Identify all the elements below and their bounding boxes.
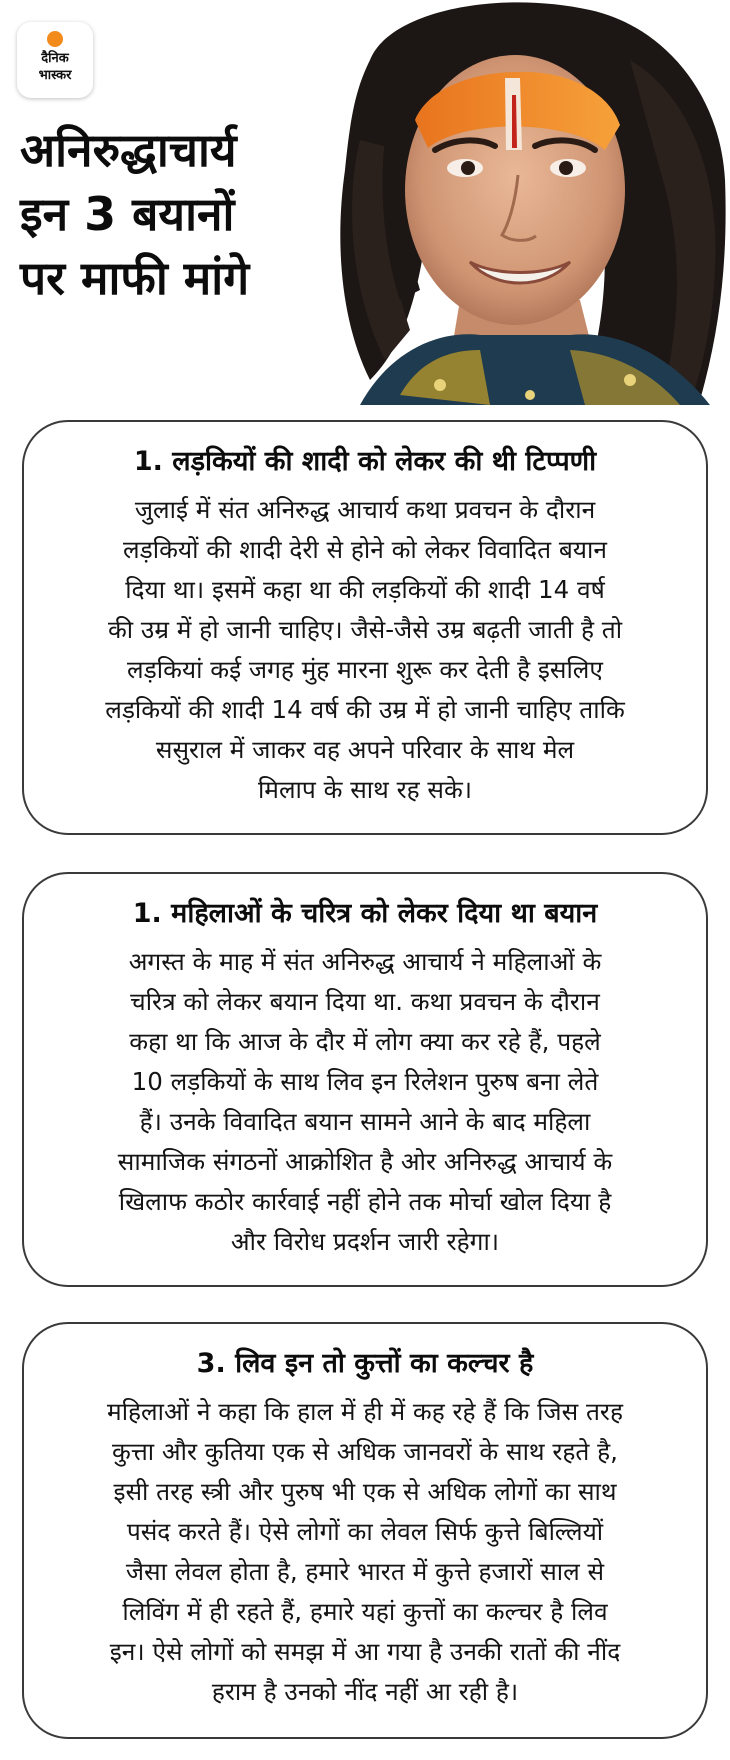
card-text-line: की उम्र में हो जानी चाहिए। जैसे-जैसे उम्र बढ़ती जाती है तो: [107, 615, 623, 644]
statement-card-3: [22, 1322, 708, 1739]
card-text-line: महिलाओं ने कहा कि हाल में ही में कह रहे हैं कि जिस तरह: [107, 1397, 623, 1426]
card-text-line: लड़कियों की शादी देरी से होने को लेकर विवादित बयान: [123, 535, 607, 564]
card-text-line: ससुराल में जाकर वह अपने परिवार के साथ मेल: [155, 735, 575, 764]
headline-line-2: इन 3 बयानों: [20, 187, 235, 241]
card-text-line: अगस्त के माह में संत अनिरुद्ध आचार्य ने महिलाओं के: [128, 947, 602, 976]
card-text-line: मिलाप के साथ रह सके।: [257, 775, 473, 804]
logo-line-1: दैनिक: [41, 51, 69, 66]
statement-card-1: [22, 420, 708, 835]
headline-line-3: पर माफी मांगे: [20, 251, 250, 305]
portrait-photo: [330, 0, 730, 405]
card-text-line: लड़कियों की शादी 14 वर्ष की उम्र में हो जानी चाहिए ताकि: [105, 695, 625, 724]
logo-line-2: भास्कर: [38, 68, 72, 83]
logo-sun-icon: [47, 31, 63, 47]
header: [0, 0, 730, 405]
card-text-line: कहा था कि आज के दौर में लोग क्या कर रहे हैं, पहले: [129, 1027, 601, 1056]
card-text-line: इन। ऐसे लोगों को समझ में आ गया है उनकी रातों की नींद: [109, 1637, 621, 1666]
card-title: 3. लिव इन तो कुत्तों का कल्चर है: [196, 1348, 534, 1379]
card-text-line: हैं। उनके विवादित बयान सामने आने के बाद महिला: [139, 1107, 591, 1136]
card-text-line: और विरोध प्रदर्शन जारी रहेगा।: [230, 1227, 500, 1256]
card-title: 1. महिलाओं के चरित्र को लेकर दिया था बयान: [132, 898, 598, 929]
card-text-line: कुत्ता और कुतिया एक से अधिक जानवरों के साथ रहते है,: [112, 1437, 618, 1466]
card-text-line: लिविंग में ही रहते हैं, हमारे यहां कुत्तों का कल्चर है लिव: [122, 1597, 608, 1626]
card-text-line: खिलाफ कठोर कार्रवाई नहीं होने तक मोर्चा खोल दिया है: [118, 1187, 612, 1216]
card-text-line: इसी तरह स्त्री और पुरुष भी एक से अधिक लोगों का साथ: [113, 1477, 617, 1506]
dainik-bhaskar-logo[interactable]: [17, 22, 93, 98]
statement-card-2: [22, 872, 708, 1287]
headline-line-1: अनिरुद्धाचार्य: [20, 123, 237, 177]
card-text-line: चरित्र को लेकर बयान दिया था. कथा प्रवचन के दौरान: [130, 987, 600, 1016]
card-text-line: लड़कियां कई जगह मुंह मारना शुरू कर देती है इसलिए: [127, 655, 603, 684]
card-text-line: हराम है उनको नींद नहीं आ रही है।: [211, 1677, 519, 1706]
card-title: 1. लड़कियों की शादी को लेकर की थी टिप्पणी: [133, 446, 597, 477]
card-text-line: 10 लड़कियों के साथ लिव इन रिलेशन पुरुष बना लेते: [131, 1067, 599, 1096]
card-text-line: दिया था। इसमें कहा था की लड़कियों की शादी 14 वर्ष: [125, 575, 605, 604]
card-text-line: जुलाई में संत अनिरुद्ध आचार्य कथा प्रवचन के दौरान: [134, 495, 596, 524]
headline: [20, 118, 360, 310]
card-text-line: जैसा लेवल होता है, हमारे भारत में कुत्ते हजारों साल से: [125, 1557, 605, 1586]
card-text-line: पसंद करते हैं। ऐसे लोगों का लेवल सिर्फ कुत्ते बिल्लियों: [126, 1517, 604, 1546]
card-text-line: सामाजिक संगठनों आक्रोशित है ओर अनिरुद्ध आचार्य के: [117, 1147, 613, 1176]
